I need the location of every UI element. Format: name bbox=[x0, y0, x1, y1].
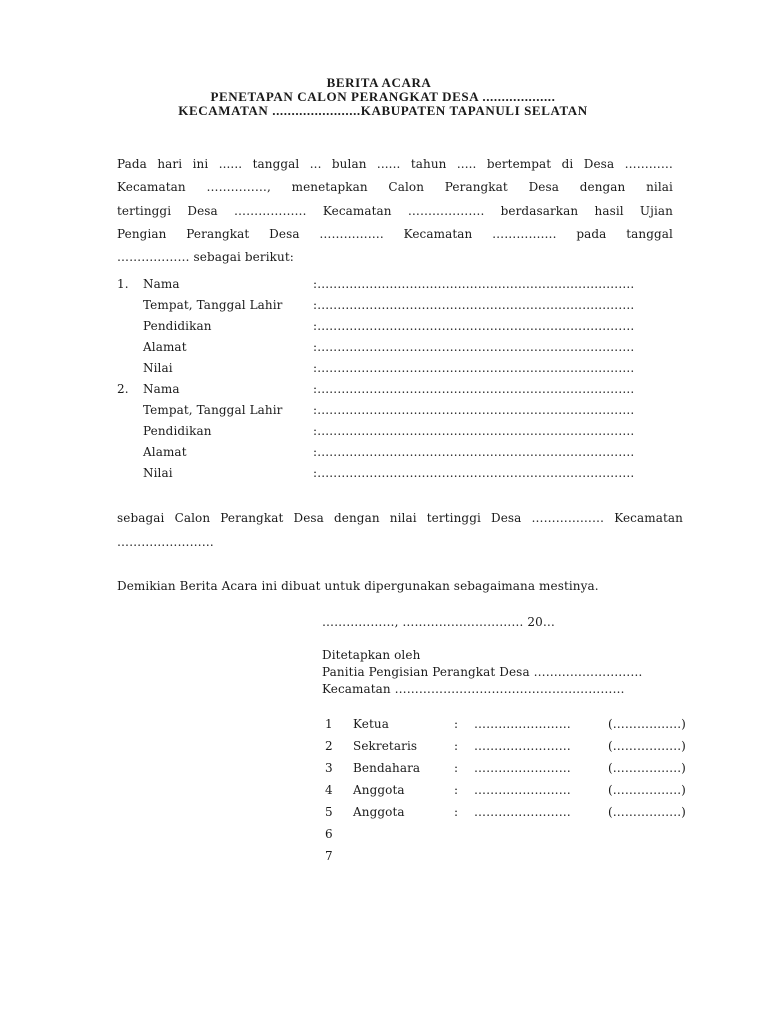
closing-paragraph bbox=[117, 506, 683, 554]
member-role: Bendahara bbox=[353, 761, 421, 775]
intro-line: Kecamatan ……………, menetapkan Calon Perangkat Desa dengan nilai bbox=[117, 180, 673, 195]
member-number: 4 bbox=[325, 783, 333, 797]
candidate-1-education-row bbox=[117, 316, 677, 337]
field-value: :............................................................................... bbox=[313, 298, 635, 312]
member-name-blank: …………………… bbox=[474, 739, 571, 753]
member-row bbox=[322, 845, 702, 867]
member-colon: : bbox=[454, 761, 459, 775]
field-value: :............................................................................... bbox=[313, 445, 635, 459]
field-value: :............................................................................... bbox=[313, 424, 635, 438]
candidate-2-education-row bbox=[117, 421, 677, 442]
field-label: Nama bbox=[143, 277, 180, 291]
candidate-1-address-row bbox=[117, 337, 677, 358]
member-signature-blank: (……………..) bbox=[608, 761, 686, 775]
field-label: Tempat, Tanggal Lahir bbox=[143, 403, 283, 417]
field-label: Tempat, Tanggal Lahir bbox=[143, 298, 283, 312]
member-role: Anggota bbox=[353, 805, 405, 819]
document-subtitle: PENETAPAN CALON PERANGKAT DESA ................... bbox=[210, 89, 556, 104]
intro-line: Pengian Perangkat Desa ……………. Kecamatan ……………. pada tanggal bbox=[117, 226, 673, 241]
field-value: :............................................................................... bbox=[313, 361, 635, 375]
field-value: :............................................................................... bbox=[313, 277, 635, 291]
intro-line: Pada hari ini ...... tanggal ... bulan ...... tahun ..... bertempat di Desa ………… bbox=[117, 157, 673, 171]
candidate-number: 2. bbox=[117, 382, 129, 396]
member-name-blank: …………………… bbox=[474, 783, 571, 797]
closing-statement: Demikian Berita Acara ini dibuat untuk dipergunakan sebagaimana mestinya. bbox=[117, 579, 599, 593]
candidate-list bbox=[117, 274, 677, 484]
member-signature-blank: (……………..) bbox=[608, 717, 686, 731]
committee-district: Kecamatan ………………………………………………… bbox=[322, 682, 625, 696]
document-location-line: KECAMATAN .......................KABUPATEN TAPANULI SELATAN bbox=[178, 103, 588, 118]
member-colon: : bbox=[454, 739, 459, 753]
member-signature-blank: (……………..) bbox=[608, 783, 686, 797]
candidate-1-birth-row bbox=[117, 295, 677, 316]
member-name-blank: …………………… bbox=[474, 761, 571, 775]
member-number: 6 bbox=[325, 827, 333, 841]
field-label: Nilai bbox=[143, 361, 173, 375]
field-value: :............................................................................... bbox=[313, 382, 635, 396]
document-title: BERITA ACARA bbox=[326, 75, 432, 90]
member-number: 5 bbox=[325, 805, 333, 819]
member-colon: : bbox=[454, 783, 459, 797]
candidate-2-address-row bbox=[117, 442, 677, 463]
candidate-2-score-row bbox=[117, 463, 677, 484]
place-date-line: ………………, ………………………… 20… bbox=[322, 615, 555, 629]
committee-members-list bbox=[322, 713, 702, 867]
candidate-number: 1. bbox=[117, 277, 129, 291]
candidate-1-name-row bbox=[117, 274, 677, 295]
member-role: Anggota bbox=[353, 783, 405, 797]
member-number: 3 bbox=[325, 761, 333, 775]
intro-line: tertinggi Desa ……………… Kecamatan ………………. berdasarkan hasil Ujian bbox=[117, 203, 673, 218]
candidate-1-score-row bbox=[117, 358, 677, 379]
committee-block bbox=[322, 647, 643, 698]
member-row bbox=[322, 713, 702, 735]
field-label: Alamat bbox=[143, 445, 187, 459]
field-value: :............................................................................... bbox=[313, 319, 635, 333]
field-value: :............................................................................... bbox=[313, 403, 635, 417]
member-role: Sekretaris bbox=[353, 739, 418, 753]
field-value: :............................................................................... bbox=[313, 340, 635, 354]
candidate-2-birth-row bbox=[117, 400, 677, 421]
member-name-blank: …………………… bbox=[474, 805, 571, 819]
member-row bbox=[322, 823, 702, 845]
member-number: 7 bbox=[325, 849, 333, 863]
member-colon: : bbox=[454, 717, 459, 731]
intro-line: ……………… sebagai berikut: bbox=[117, 250, 294, 265]
member-row bbox=[322, 735, 702, 757]
field-label: Alamat bbox=[143, 340, 187, 354]
closing-line: …………………… bbox=[117, 535, 214, 549]
member-signature-blank: (……………..) bbox=[608, 739, 686, 753]
member-signature-blank: (……………..) bbox=[608, 805, 686, 819]
document-header bbox=[0, 76, 768, 118]
member-colon: : bbox=[454, 805, 459, 819]
member-row bbox=[322, 801, 702, 823]
candidate-2-name-row bbox=[117, 379, 677, 400]
member-number: 1 bbox=[325, 717, 333, 731]
field-value: :............................................................................... bbox=[313, 466, 635, 480]
closing-line: sebagai Calon Perangkat Desa dengan nilai tertinggi Desa ……………… Kecamatan bbox=[117, 511, 683, 525]
committee-name: Panitia Pengisian Perangkat Desa ……………………… bbox=[322, 665, 643, 679]
member-role: Ketua bbox=[353, 717, 389, 731]
member-row bbox=[322, 779, 702, 801]
field-label: Pendidikan bbox=[143, 424, 212, 438]
field-label: Nama bbox=[143, 382, 180, 396]
field-label: Nilai bbox=[143, 466, 173, 480]
member-row bbox=[322, 757, 702, 779]
intro-paragraph bbox=[117, 153, 673, 269]
member-number: 2 bbox=[325, 739, 333, 753]
member-name-blank: …………………… bbox=[474, 717, 571, 731]
ditetapkan-label: Ditetapkan oleh bbox=[322, 648, 421, 662]
field-label: Pendidikan bbox=[143, 319, 212, 333]
